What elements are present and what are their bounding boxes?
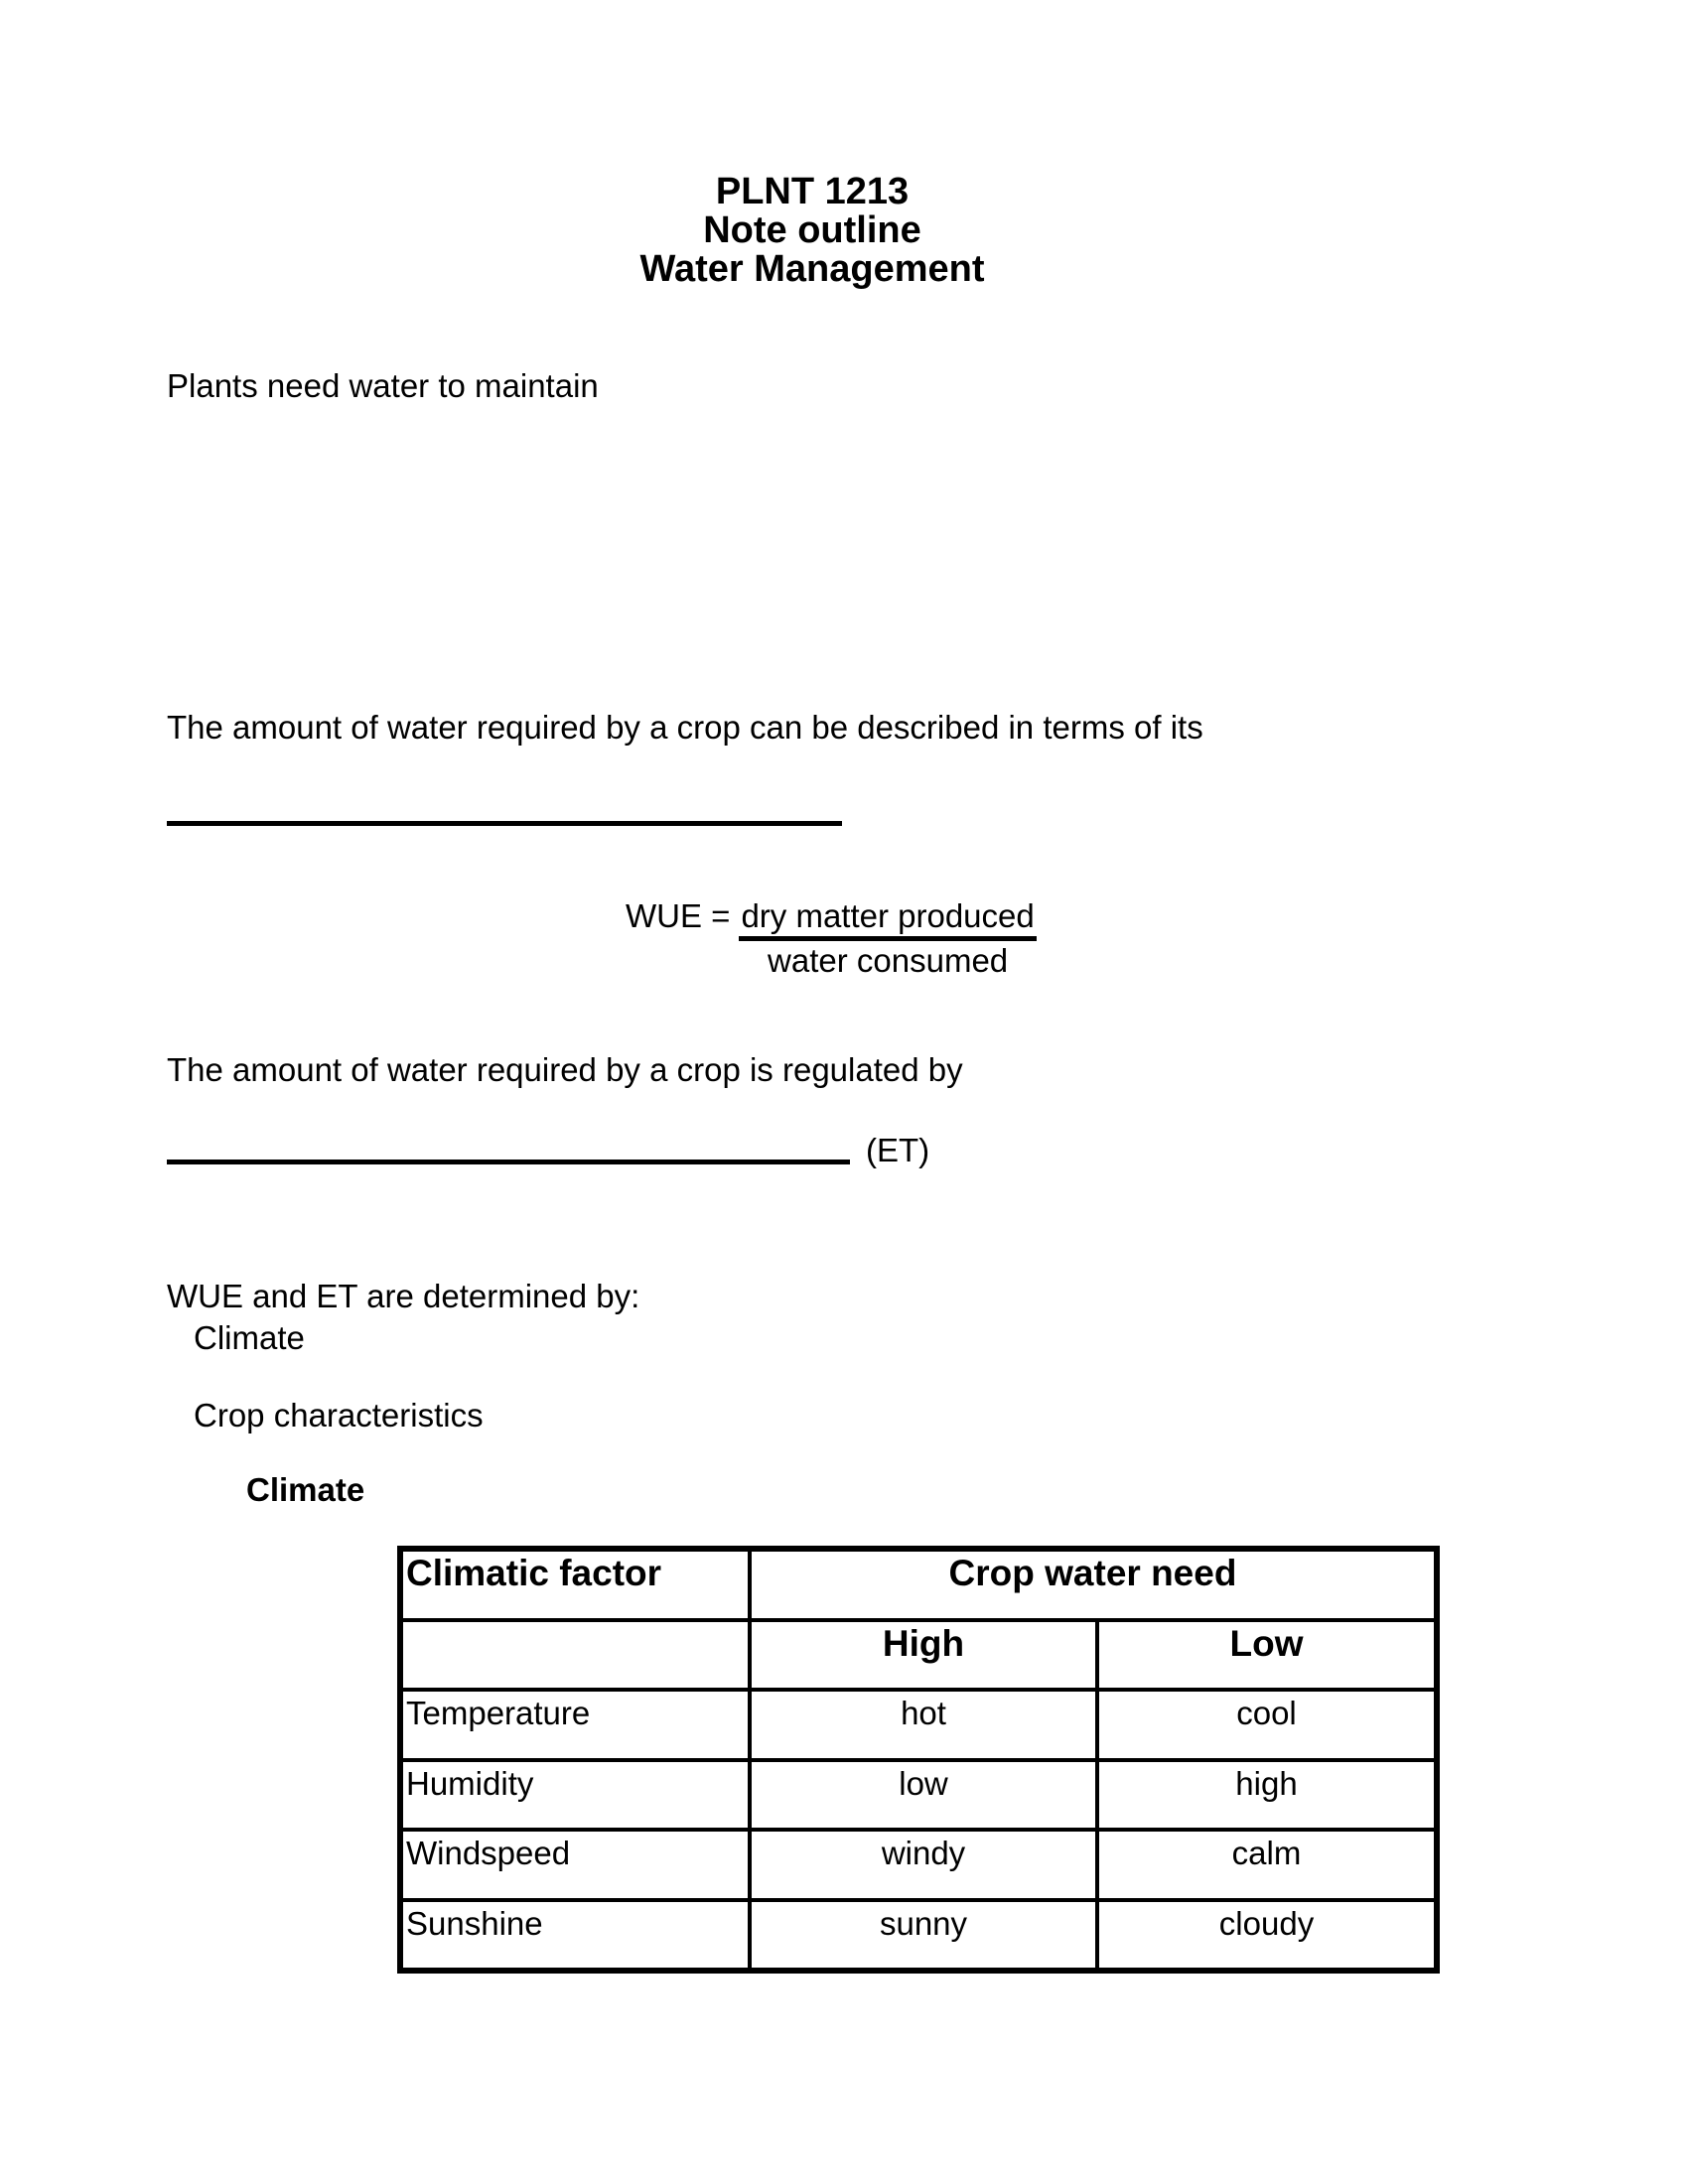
wue-equation (626, 896, 1037, 981)
paragraph-regulated-by: The amount of water required by a crop is regulated by (167, 1051, 963, 1088)
list-item-crop-characteristics: Crop characteristics (194, 1397, 484, 1433)
table-header-row (400, 1549, 1437, 1620)
document-title-block (0, 173, 1624, 289)
table-subheader-low: Low (1097, 1620, 1437, 1690)
paragraph-determined-by: WUE and ET are determined by: (167, 1278, 640, 1314)
high-value-cell: sunny (750, 1900, 1097, 1971)
low-value-cell: calm (1097, 1830, 1437, 1900)
table-empty-cell (400, 1620, 750, 1690)
fill-in-blank-line-2 (167, 1160, 850, 1164)
climate-table (397, 1546, 1440, 1974)
fill-in-blank-line-1 (167, 821, 842, 826)
table-subheader-high: High (750, 1620, 1097, 1690)
factor-cell: Sunshine (400, 1900, 750, 1971)
paragraph-described-in-terms-of: The amount of water required by a crop can be described in terms of its (167, 709, 1203, 746)
section-heading-climate: Climate (246, 1471, 365, 1508)
high-value-cell: low (750, 1760, 1097, 1830)
equation-lhs: WUE = (626, 897, 731, 934)
factor-cell: Temperature (400, 1690, 750, 1760)
high-value-cell: hot (750, 1690, 1097, 1760)
factor-cell: Humidity (400, 1760, 750, 1830)
et-abbreviation-label: (ET) (866, 1132, 930, 1168)
low-value-cell: high (1097, 1760, 1437, 1830)
high-value-cell: windy (750, 1830, 1097, 1900)
title-course-code: PLNT 1213 (715, 171, 910, 212)
paragraph-plants-need-water: Plants need water to maintain (167, 367, 599, 404)
low-value-cell: cloudy (1097, 1900, 1437, 1971)
table-row-windspeed (400, 1830, 1437, 1900)
table-row-temperature (400, 1690, 1437, 1760)
list-item-climate: Climate (194, 1319, 305, 1356)
title-subject: Water Management (639, 248, 985, 290)
equation-numerator: dry matter produced (739, 896, 1036, 941)
table-row-humidity (400, 1760, 1437, 1830)
table-header-climatic-factor: Climatic factor (400, 1549, 750, 1620)
factor-cell: Windspeed (400, 1830, 750, 1900)
table-row-sunshine (400, 1900, 1437, 1971)
equation-fraction (739, 896, 1036, 981)
title-doc-type: Note outline (703, 209, 921, 251)
equation-denominator: water consumed (768, 942, 1009, 979)
table-subheader-row (400, 1620, 1437, 1690)
low-value-cell: cool (1097, 1690, 1437, 1760)
table-header-crop-water-need: Crop water need (750, 1549, 1437, 1620)
